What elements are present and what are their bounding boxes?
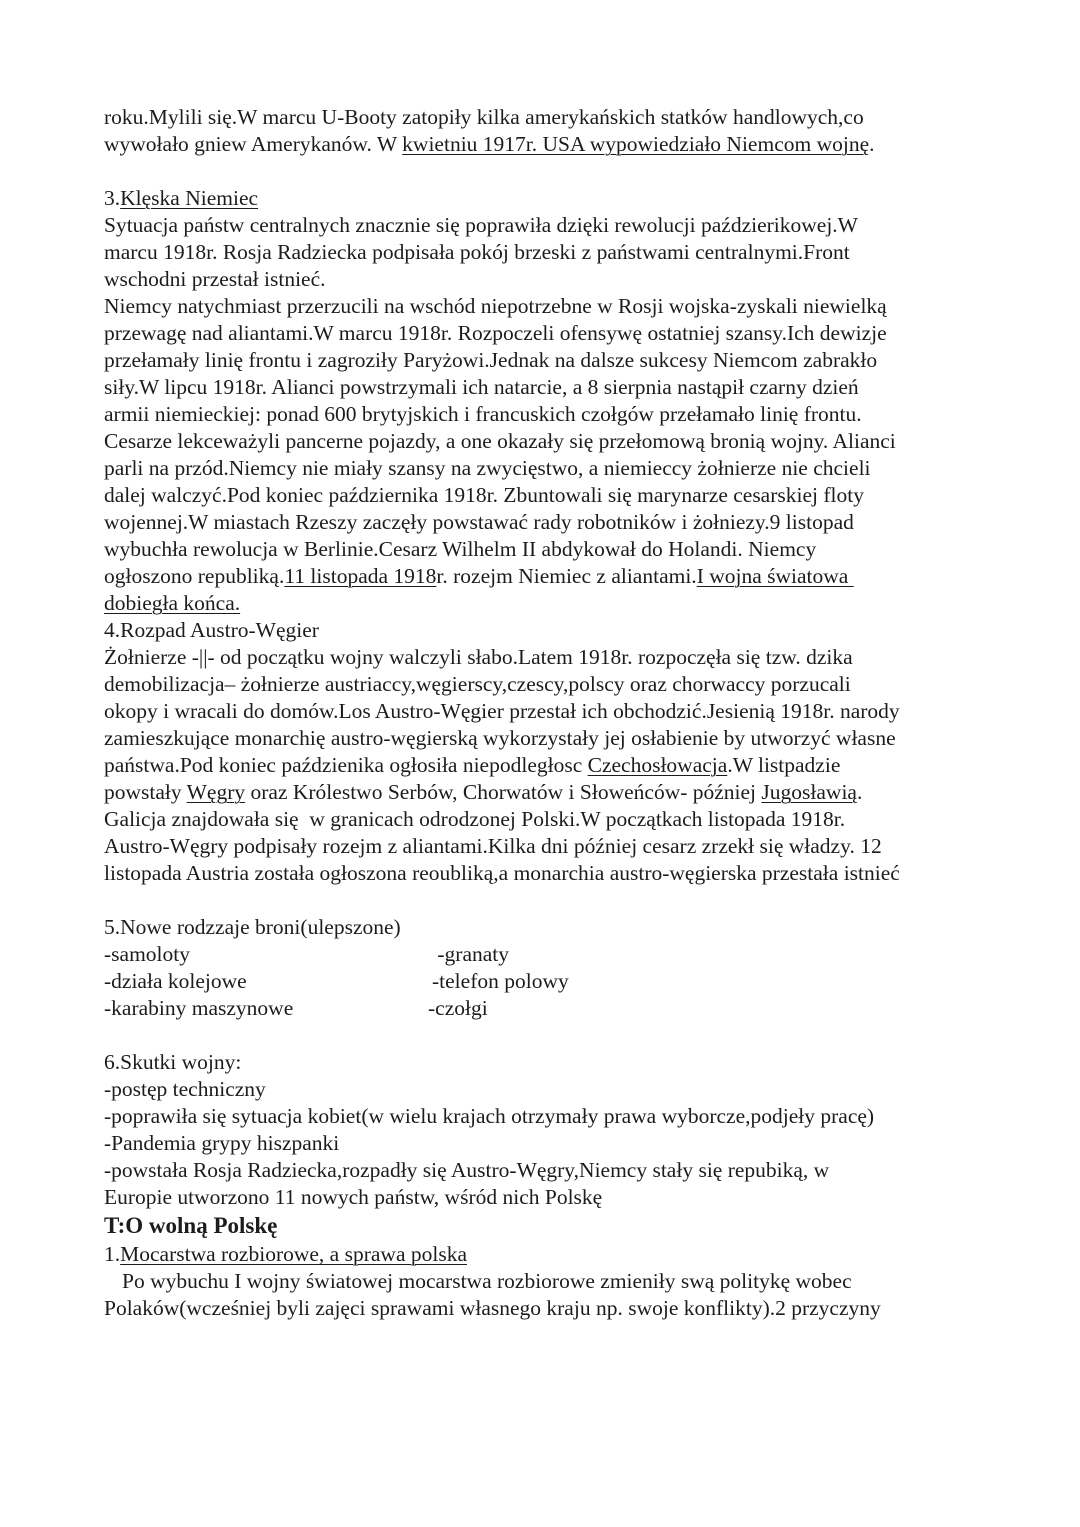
text-span: ogłoszono republiką. [104,564,285,588]
list-item: -karabiny maszynowe [104,996,294,1020]
text-line: Galicja znajdowała się w granicach odrodzonej Polski.W początkach listopada 1918r. [104,807,846,831]
text-line: roku.Mylili się.W marcu U-Booty zatopiły kilka amerykańskich statków handlowych,co [104,105,864,129]
list-item: Europie utworzono 11 nowych państw, wśród nich Polskę [104,1185,603,1209]
text-span: . [869,132,875,156]
text-span: . [856,780,863,804]
text-line: przewagę nad aliantami.W marcu 1918r. Rozpoczeli ofensywę ostatniej szansy.Ich dewizje [104,321,887,345]
text-span: r. rozejm Niemiec z aliantami. [436,564,697,588]
text-line: Niemcy natychmiast przerzucili na wschód niepotrzebne w Rosji wojska-zyskali niewielką [104,294,887,318]
text-line: wojennej.W miastach Rzeszy zaczęły powstawać rady robotników i żołniezy.9 listopad [104,510,854,534]
underlined-text: kwietniu 1917r. USA wypowiedziało Niemcom wojnę [402,132,870,156]
text-line: Żołnierze -||- od początku wojny walczyli słabo.Latem 1918r. rozpoczęła się tzw. dzika [104,645,853,669]
underlined-text: Czechosłowacja [587,753,728,777]
list-item: -Pandemia grypy hiszpanki [104,1131,340,1155]
text-span: wywołało gniew Amerykanów. W [104,132,403,156]
list-item: -granaty [432,942,510,966]
document-page [104,104,1004,1322]
text-line: siły.W lipcu 1918r. Alianci powstrzymali ich natarcie, a 8 sierpnia nastąpił czarny dzień [104,375,859,399]
section-number: 3. [104,186,121,210]
underlined-text: Jugosławią [761,780,857,804]
list-item: -poprawiła się sytuacja kobiet(w wielu krajach otrzymały prawa wyborcze,podjeły pracę) [104,1104,875,1128]
text-span: oraz Królestwo Serbów, Chorwatów i Słoweńców- później [245,780,762,804]
text-line: parli na przód.Niemcy nie miały szansy na zwycięstwo, a niemieccy żołnierze nie chcieli [104,456,871,480]
text-line [104,563,1004,590]
list-item: -czołgi [428,996,488,1020]
blank-line [104,887,1004,914]
section-title: Klęska Niemiec [120,186,259,210]
blank-line [104,158,1004,185]
text-line: Austro-Węgry podpisały rozejm z aliantami.Kilka dni później cesarz zrzekł się władzy. 12 [104,834,882,858]
text-line: Po wybuchu I wojny światowej mocarstwa rozbiorowe zmieniły swą politykę wobec [122,1269,852,1293]
text-line [104,779,1004,806]
text-line: demobilizacja– żołnierze austriaccy,węgierscy,czescy,polscy oraz chorwaccy porzucali [104,672,851,696]
list-item: -postęp techniczny [104,1077,266,1101]
underlined-text: Węgry [186,780,246,804]
text-line: wschodni przestał istnieć. [104,267,326,291]
section-number: 1. [104,1242,121,1266]
list-item: -powstała Rosja Radziecka,rozpadły się Austro-Węgry,Niemcy stały się repubiką, w [104,1158,830,1182]
section-title: Mocarstwa rozbiorowe, a sprawa polska [120,1242,467,1266]
underlined-text: 11 listopada 1918 [284,564,437,588]
list-item: -samoloty [104,942,190,966]
text-line: dalej walczyć.Pod koniec października 1918r. Zbuntowali się marynarze cesarskiej floty [104,483,864,507]
underlined-text: dobiegła końca. [104,591,241,615]
section-heading [104,185,1004,212]
text-line: listopada Austria została ogłoszona reoubliką,a monarchia austro-węgierska przestała istnieć [104,861,900,885]
text-line [104,752,1004,779]
text-line [104,590,1004,617]
text-line: wybuchła rewolucja w Berlinie.Cesarz Wilhelm II abdykował do Holandi. Niemcy [104,537,817,561]
section-heading: 5.Nowe rodzzaje broni(ulepszone) [104,915,401,939]
blank-line [104,1022,1004,1049]
text-span: powstały [104,780,187,804]
section-heading: 4.Rozpad Austro-Węgier [104,618,319,642]
list-item: -działa kolejowe [104,969,247,993]
text-line: Cesarze lekceważyli pancerne pojazdy, a one okazały się przełomową bronią wojny. Alianci [104,429,896,453]
section-heading [104,1241,1004,1268]
text-span: państwa.Pod koniec paździenika ogłosiła niepodległosc [104,753,588,777]
text-line: marcu 1918r. Rosja Radziecka podpisała pokój brzeski z państwami centralnymi.Front [104,240,850,264]
text-line: Sytuacja państw centralnych znacznie się poprawiła dzięki rewolucji paździerikowej.W [104,213,858,237]
text-span: .W listpadzie [727,753,841,777]
weapons-list [104,941,1004,1022]
topic-title: T:O wolną Polskę [104,1213,278,1238]
underlined-text: I wojna światowa [696,564,854,588]
section-heading: 6.Skutki wojny: [104,1050,242,1074]
list-item: -telefon polowy [432,969,569,993]
text-line: okopy i wracali do domów.Los Austro-Węgier przestał ich obchodzić.Jesienią 1918r. narody [104,699,900,723]
text-line: przełamały linię frontu i zagroziły Paryżowi.Jednak na dalsze sukcesy Niemcom zabrakło [104,348,878,372]
text-line: Polaków(wcześniej byli zajęci sprawami własnego kraju np. swoje konflikty).2 przyczyny [104,1296,881,1320]
text-line [104,131,1004,158]
text-line: armii niemieckiej: ponad 600 brytyjskich i francuskich czołgów przełamało linię frontu. [104,402,862,426]
text-line: zamieszkujące monarchię austro-węgierską wykorzystały jej osłabienie by utworzyć własne [104,726,896,750]
